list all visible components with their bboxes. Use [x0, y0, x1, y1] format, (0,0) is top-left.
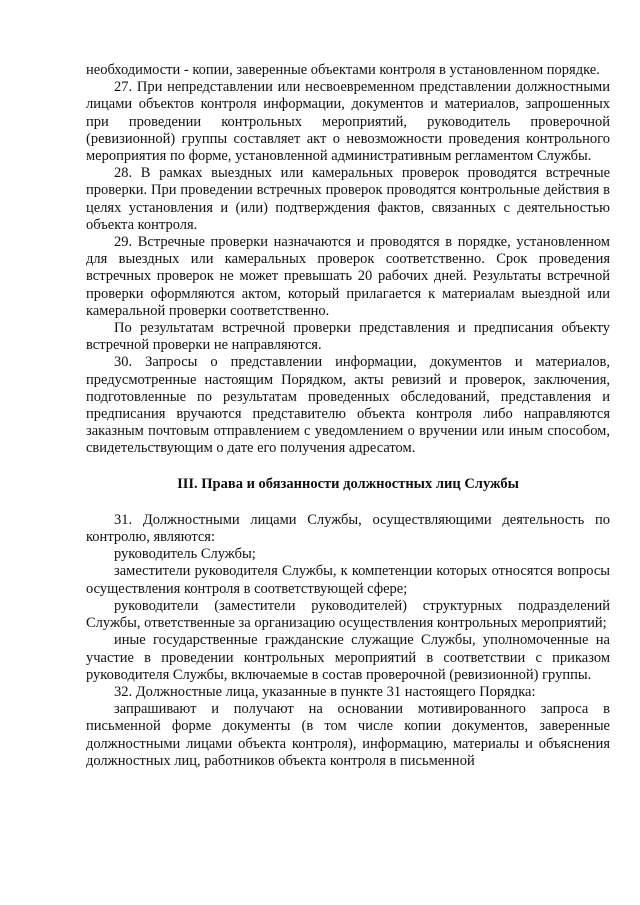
list-item-head: руководитель Службы; — [114, 546, 256, 563]
list-item-civil-servants: иные государственные гражданские служащие Службы, уполномоченные на участие в проведении контрольных мероприятий в соответствии с приказом руководителя Службы, включаемые в состав проверочной (ревизионной) группы. — [86, 632, 610, 683]
paragraph-26-end: необходимости - копии, заверенные объектами контроля в установленном порядке. — [86, 62, 600, 78]
paragraph-27: 27. При непредставлении или несвоевременном представлении должностными лицами объектов контроля информации, документов и материалов, запрошенных при проведении контрольных мероприятий, руководитель проверочной (ревизионной) группы составляет акт о невозможности проведения контрольного мероприятия по форме, установленной административным регламентом Службы. — [86, 79, 610, 165]
paragraph-30: 30. Запросы о представлении информации, документов и материалов, предусмотренные настоящим Порядком, акты ревизий и проверок, заключения, подготовленные по результатам проведенных обследований, представления и предписания вручаются представителю объекта контроля либо направляются заказным почтовым отправлением с уведомлением о вручении или иным способом, свидетельствующим о дате его получения адресатом. — [86, 354, 610, 457]
paragraph-29: 29. Встречные проверки назначаются и проводятся в порядке, установленном для выездных или камеральных проверок соответственно. Срок проведения встречных проверок не может превышать 20 рабочих дней. Результаты встречной проверки оформляются актом, который прилагается к материалам выездной или камеральной проверки соответственно. — [86, 234, 610, 319]
paragraph-32: 32. Должностные лица, указанные в пункте 31 настоящего Порядка: — [114, 683, 536, 700]
paragraph-28: 28. В рамках выездных или камеральных проверок проводятся встречные проверки. При проведении встречных проверок проводятся контрольные действия в целях установления и (или) подтверждения фактов, связанных с деятельностью объекта контроля. — [86, 165, 610, 233]
paragraph-29-note: По результатам встречной проверки представления и предписания объекту встречной проверки не направляются. — [86, 320, 610, 354]
list-item-deputies: заместители руководителя Службы, к компетенции которых относятся вопросы осуществления контроля в соответствующей сфере; — [86, 563, 610, 597]
paragraph-32-request: запрашивают и получают на основании мотивированного запроса в письменной форме документы (в том числе копии документов, заверенные должностными лицами объекта контроля), информацию, материалы и объяснения должностных лиц, работников объекта контроля в письменной — [86, 701, 610, 769]
section-heading: III. Права и обязанности должностных лиц Службы — [177, 475, 519, 492]
paragraph-31: 31. Должностными лицами Службы, осуществляющими деятельность по контролю, являются: — [86, 511, 610, 546]
list-item-division-heads: руководители (заместители руководителей) структурных подразделений Службы, ответственные за организацию осуществления контрольных мероприятий; — [86, 597, 610, 632]
